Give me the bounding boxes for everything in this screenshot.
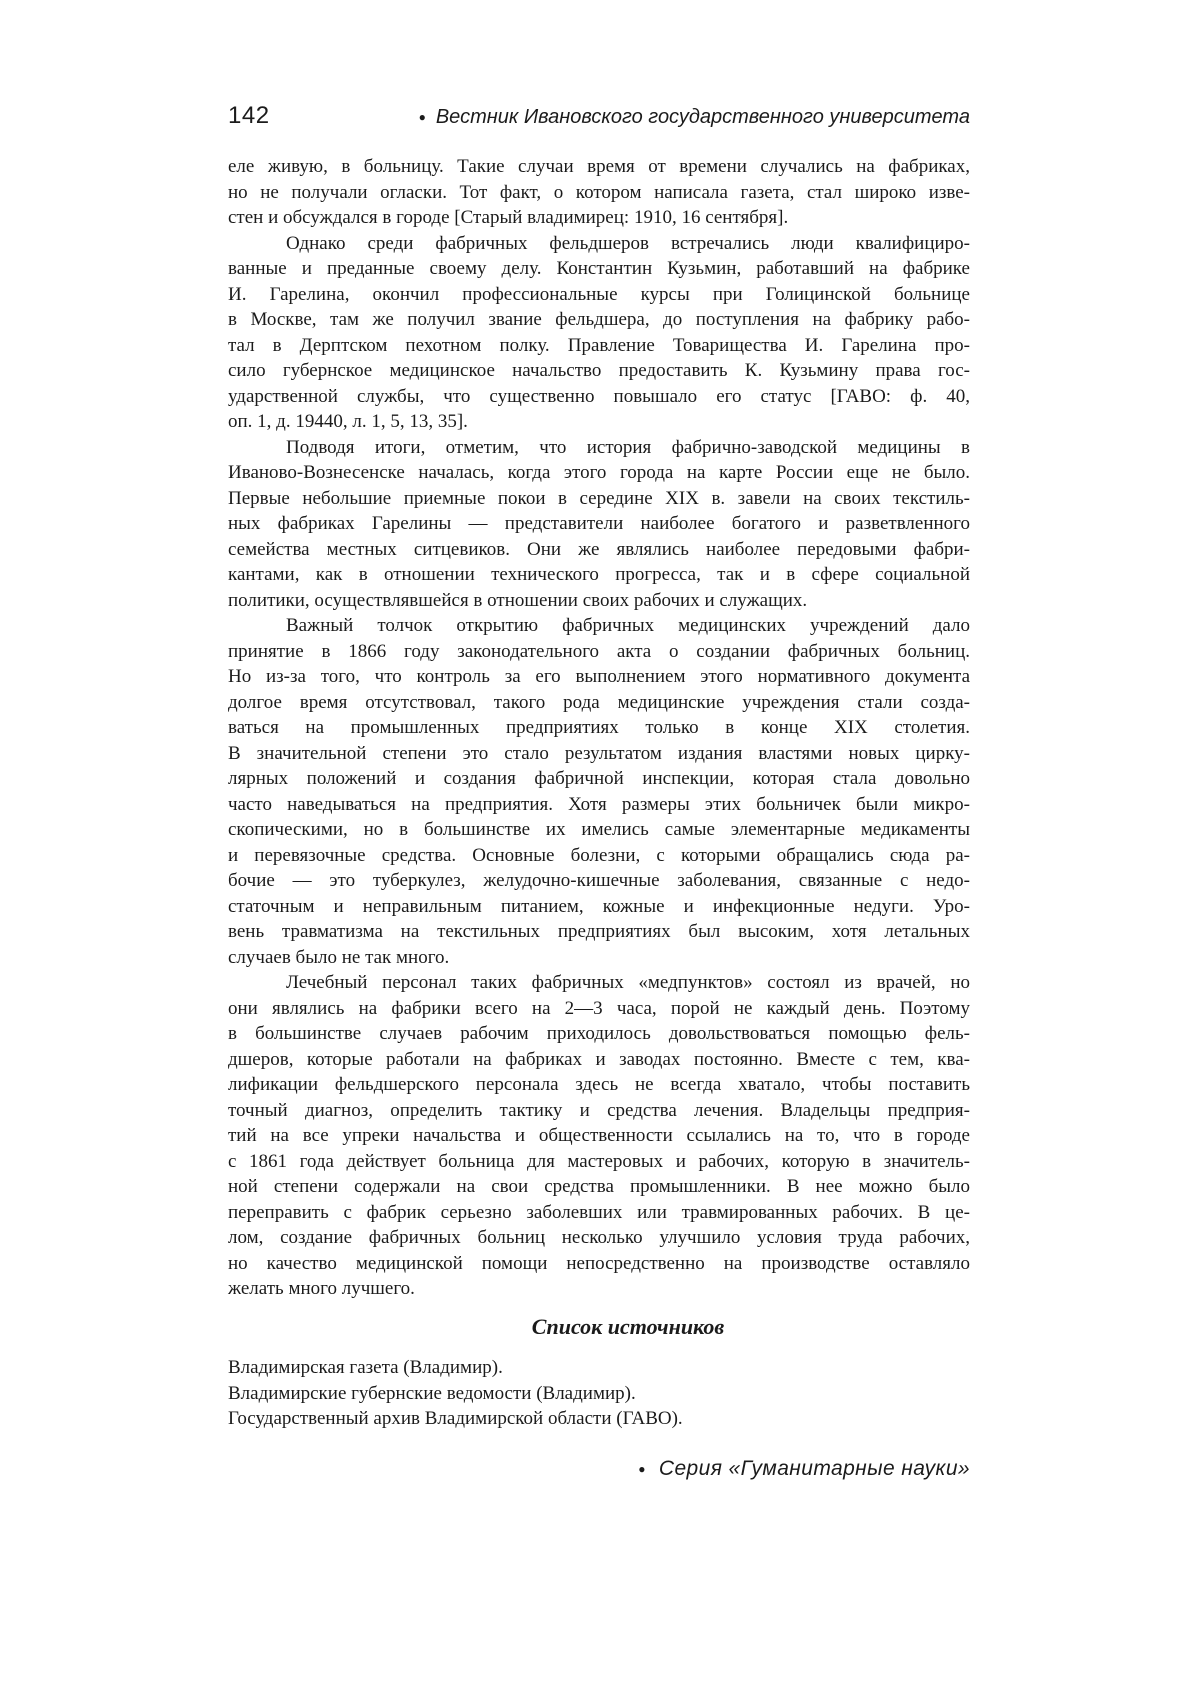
text-line: принятие в 1866 году законодательного акта о создании фабричных больниц. (228, 640, 970, 662)
text-line: Подводя итоги, отметим, что история фабрично-заводской медицины в (286, 436, 970, 458)
text-line: кантами, как в отношении технического прогресса, так и в сфере социальной (228, 564, 970, 585)
text-line: Но из-за того, что контроль за его выполнением этого нормативного документа (228, 666, 970, 687)
text-line: политики, осуществлявшейся в отношении своих рабочих и служащих. (228, 589, 808, 611)
page-header (228, 102, 970, 130)
text-line: лификации фельдшерского персонала здесь не всегда хватало, чтобы поставить (228, 1074, 970, 1095)
text-line: оп. 1, д. 19440, л. 1, 5, 13, 35]. (228, 411, 468, 432)
paragraph (228, 970, 970, 1302)
paragraph (228, 435, 970, 614)
paragraph (228, 231, 970, 435)
text-line: бочие — это туберкулез, желудочно-кишечные заболевания, связанные с недо- (228, 870, 970, 891)
text-line: еле живую, в больницу. Такие случаи время от времени случались на фабриках, (228, 156, 970, 177)
text-line: точный диагноз, определить тактику и средства лечения. Владельцы предприя- (228, 1099, 970, 1121)
text-line: сило губернское медицинское начальство предоставить К. Кузьмину права гос- (228, 360, 970, 381)
paragraph (228, 154, 970, 231)
text-line: они являлись на фабрики всего на 2—3 часа, порой не каждый день. Поэтому (228, 997, 970, 1019)
text-line: В значительной степени это стало результатом издания властями новых цирку- (228, 742, 970, 764)
bullet-icon: ● (638, 1462, 646, 1476)
text-line: желать много лучшего. (228, 1278, 415, 1299)
text-line: Лечебный персонал таких фабричных «медпунктов» состоял из врачей, но (286, 972, 970, 993)
text-line: Однако среди фабричных фельдшеров встречались люди квалифициро- (286, 232, 970, 254)
text-line: переправить с фабрик серьезно заболевших или травмированных рабочих. В це- (228, 1201, 970, 1223)
text-line: ной степени содержали на свои средства промышленники. В нее можно было (228, 1176, 970, 1197)
text-line: в Москве, там же получил звание фельдшера, до поступления на фабрику рабо- (228, 309, 970, 330)
text-line: дшеров, которые работали на фабриках и заводах постоянно. Вместе с тем, ква- (228, 1048, 970, 1070)
text-line: ных фабриках Гарелины — представители наиболее богатого и разветвленного (228, 513, 970, 534)
text-line: семейства местных ситцевиков. Они же являлись наиболее передовыми фабри- (228, 538, 970, 560)
text-line: Иваново-Вознесенске началась, когда этого города на карте России еще не было. (228, 462, 970, 483)
text-line: случаев было не так много. (228, 946, 450, 968)
text-line: но не получали огласки. Тот факт, о котором написала газета, стал широко изве- (228, 181, 970, 203)
series-label: Серия «Гуманитарные науки» (658, 1457, 970, 1480)
journal-title-text: Вестник Ивановского государственного университета (435, 106, 970, 128)
text-line: и перевязочные средства. Основные болезни, с которыми обращались сюда ра- (228, 844, 970, 866)
text-line: ванные и преданные своему делу. Константин Кузьмин, работавший на фабрике (228, 258, 970, 279)
page-footer (638, 1457, 970, 1481)
text-line: часто наведываться на предприятия. Хотя размеры этих больничек были микро- (228, 793, 970, 815)
text-line: вень травматизма на текстильных предприятиях был высоким, хотя летальных (228, 921, 970, 942)
text-line: ударственной службы, что существенно повышало его статус [ГАВО: ф. 40, (228, 385, 970, 407)
sources-heading: Список источников (531, 1314, 725, 1339)
text-line: лом, создание фабричных больниц несколько улучшило условия труда рабочих, (228, 1227, 970, 1248)
text-line: тий на все упреки начальства и общественности ссылались на то, что в городе (228, 1125, 970, 1146)
page-number: 142 (228, 102, 270, 129)
article-body (228, 154, 970, 1302)
bullet-icon: ● (418, 110, 426, 124)
text-line: статочным и неправильным питанием, кожные и инфекционные недуги. Уро- (228, 895, 970, 917)
source-item: Владимирские губернские ведомости (Владимир). (228, 1382, 636, 1404)
text-line: Первые небольшие приемные покои в середине XIX в. завели на своих текстиль- (228, 487, 970, 509)
text-line: тал в Дерптском пехотном полку. Правление Товарищества И. Гарелина про- (228, 334, 970, 356)
text-line: скопическими, но в большинстве их имелись самые элементарные медикаменты (228, 819, 970, 840)
journal-title (419, 106, 970, 129)
paragraph (228, 613, 970, 970)
text-line: лярных положений и создания фабричной инспекции, которая стала довольно (228, 768, 970, 789)
source-item: Владимирская газета (Владимир). (228, 1357, 503, 1378)
sources-list (228, 1355, 970, 1432)
text-line: И. Гарелина, окончил профессиональные курсы при Голицинской больнице (228, 283, 970, 305)
text-line: с 1861 года действует больница для мастеровых и рабочих, которую в значитель- (228, 1150, 970, 1172)
text-line: в большинстве случаев рабочим приходилось довольствоваться помощью фель- (228, 1023, 970, 1044)
text-line: ваться на промышленных предприятиях только в конце XIX столетия. (228, 717, 970, 738)
text-line: долгое время отсутствовал, такого рода медицинские учреждения стали созда- (228, 691, 970, 713)
text-line: но качество медицинской помощи непосредственно на производстве оставляло (228, 1252, 970, 1274)
text-line: Важный толчок открытию фабричных медицинских учреждений дало (286, 615, 970, 636)
source-item: Государственный архив Владимирской области (ГАВО). (228, 1408, 683, 1429)
text-line: стен и обсуждался в городе [Старый владимирец: 1910, 16 сентября]. (228, 207, 789, 228)
